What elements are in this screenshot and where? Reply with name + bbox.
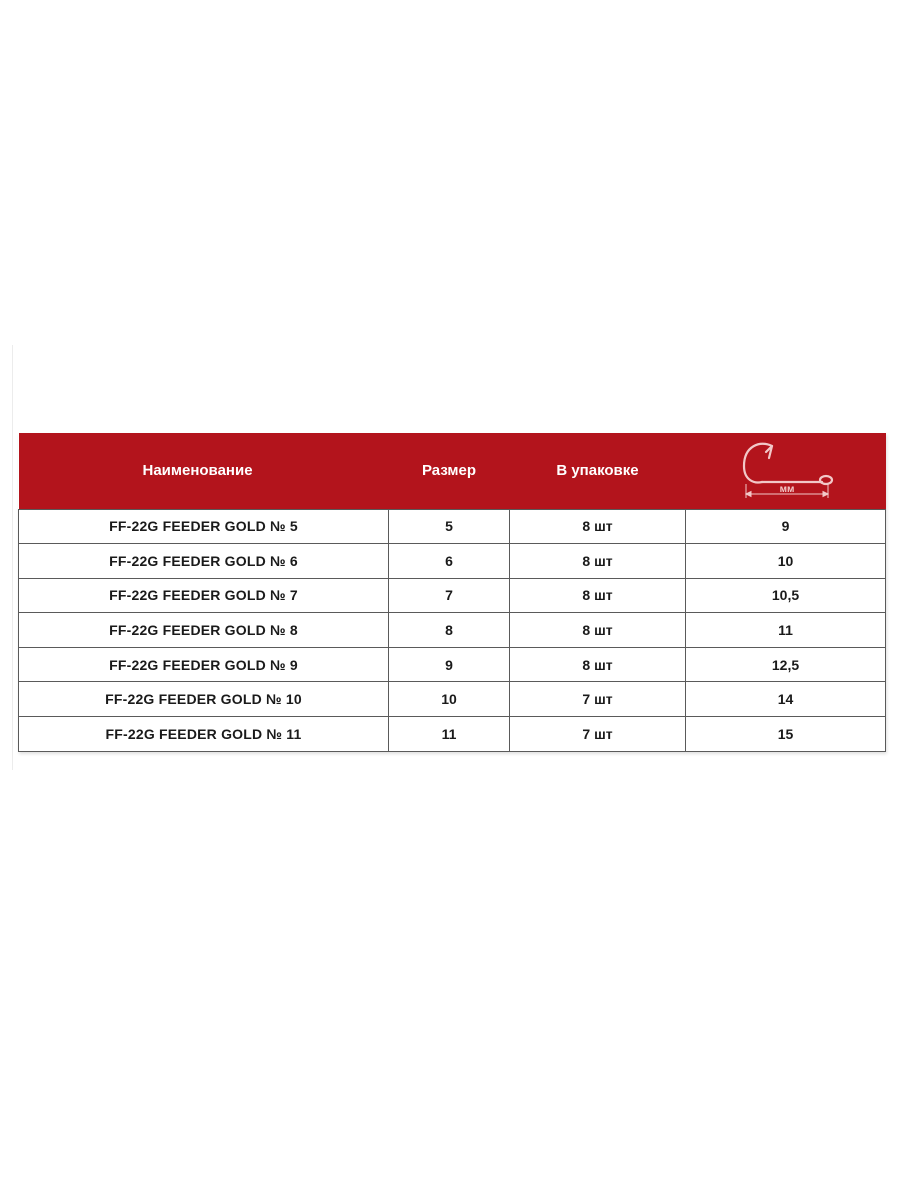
- cell-name: FF-22G FEEDER GOLD № 6: [19, 544, 389, 579]
- cell-package: 8 шт: [510, 578, 686, 613]
- table-row: [19, 578, 886, 613]
- cell-size: 8: [389, 613, 510, 648]
- cell-package: 8 шт: [510, 544, 686, 579]
- table-row: [19, 613, 886, 648]
- header-size: Размер: [421, 462, 477, 480]
- table-row: [19, 647, 886, 682]
- hook-icon: [736, 438, 836, 504]
- cell-mm: 12,5: [686, 647, 886, 682]
- cell-name: FF-22G FEEDER GOLD № 5: [19, 509, 389, 544]
- header-package: В упаковке: [556, 462, 639, 480]
- cell-package: 8 шт: [510, 509, 686, 544]
- cell-mm: 10: [686, 544, 886, 579]
- cell-name: FF-22G FEEDER GOLD № 9: [19, 647, 389, 682]
- cell-name: FF-22G FEEDER GOLD № 7: [19, 578, 389, 613]
- page-edge-line: [12, 345, 13, 770]
- table-body: [19, 509, 886, 751]
- table-header-row: [19, 433, 886, 509]
- cell-package: 8 шт: [510, 647, 686, 682]
- header-name: Наименование: [142, 462, 253, 480]
- cell-size: 6: [389, 544, 510, 579]
- cell-size: 10: [389, 682, 510, 717]
- cell-size: 9: [389, 647, 510, 682]
- header-hook-size: [686, 433, 886, 509]
- cell-mm: 10,5: [686, 578, 886, 613]
- cell-size: 7: [389, 578, 510, 613]
- cell-package: 8 шт: [510, 613, 686, 648]
- table-row: [19, 682, 886, 717]
- cell-size: 11: [389, 717, 510, 752]
- table-row: [19, 717, 886, 752]
- cell-size: 5: [389, 509, 510, 544]
- mm-label: мм: [779, 483, 794, 495]
- cell-package: 7 шт: [510, 682, 686, 717]
- cell-mm: 9: [686, 509, 886, 544]
- cell-mm: 14: [686, 682, 886, 717]
- cell-mm: 11: [686, 613, 886, 648]
- hook-size-table: [18, 433, 886, 752]
- cell-name: FF-22G FEEDER GOLD № 11: [19, 717, 389, 752]
- cell-package: 7 шт: [510, 717, 686, 752]
- table-row: [19, 509, 886, 544]
- cell-mm: 15: [686, 717, 886, 752]
- table-row: [19, 544, 886, 579]
- cell-name: FF-22G FEEDER GOLD № 10: [19, 682, 389, 717]
- cell-name: FF-22G FEEDER GOLD № 8: [19, 613, 389, 648]
